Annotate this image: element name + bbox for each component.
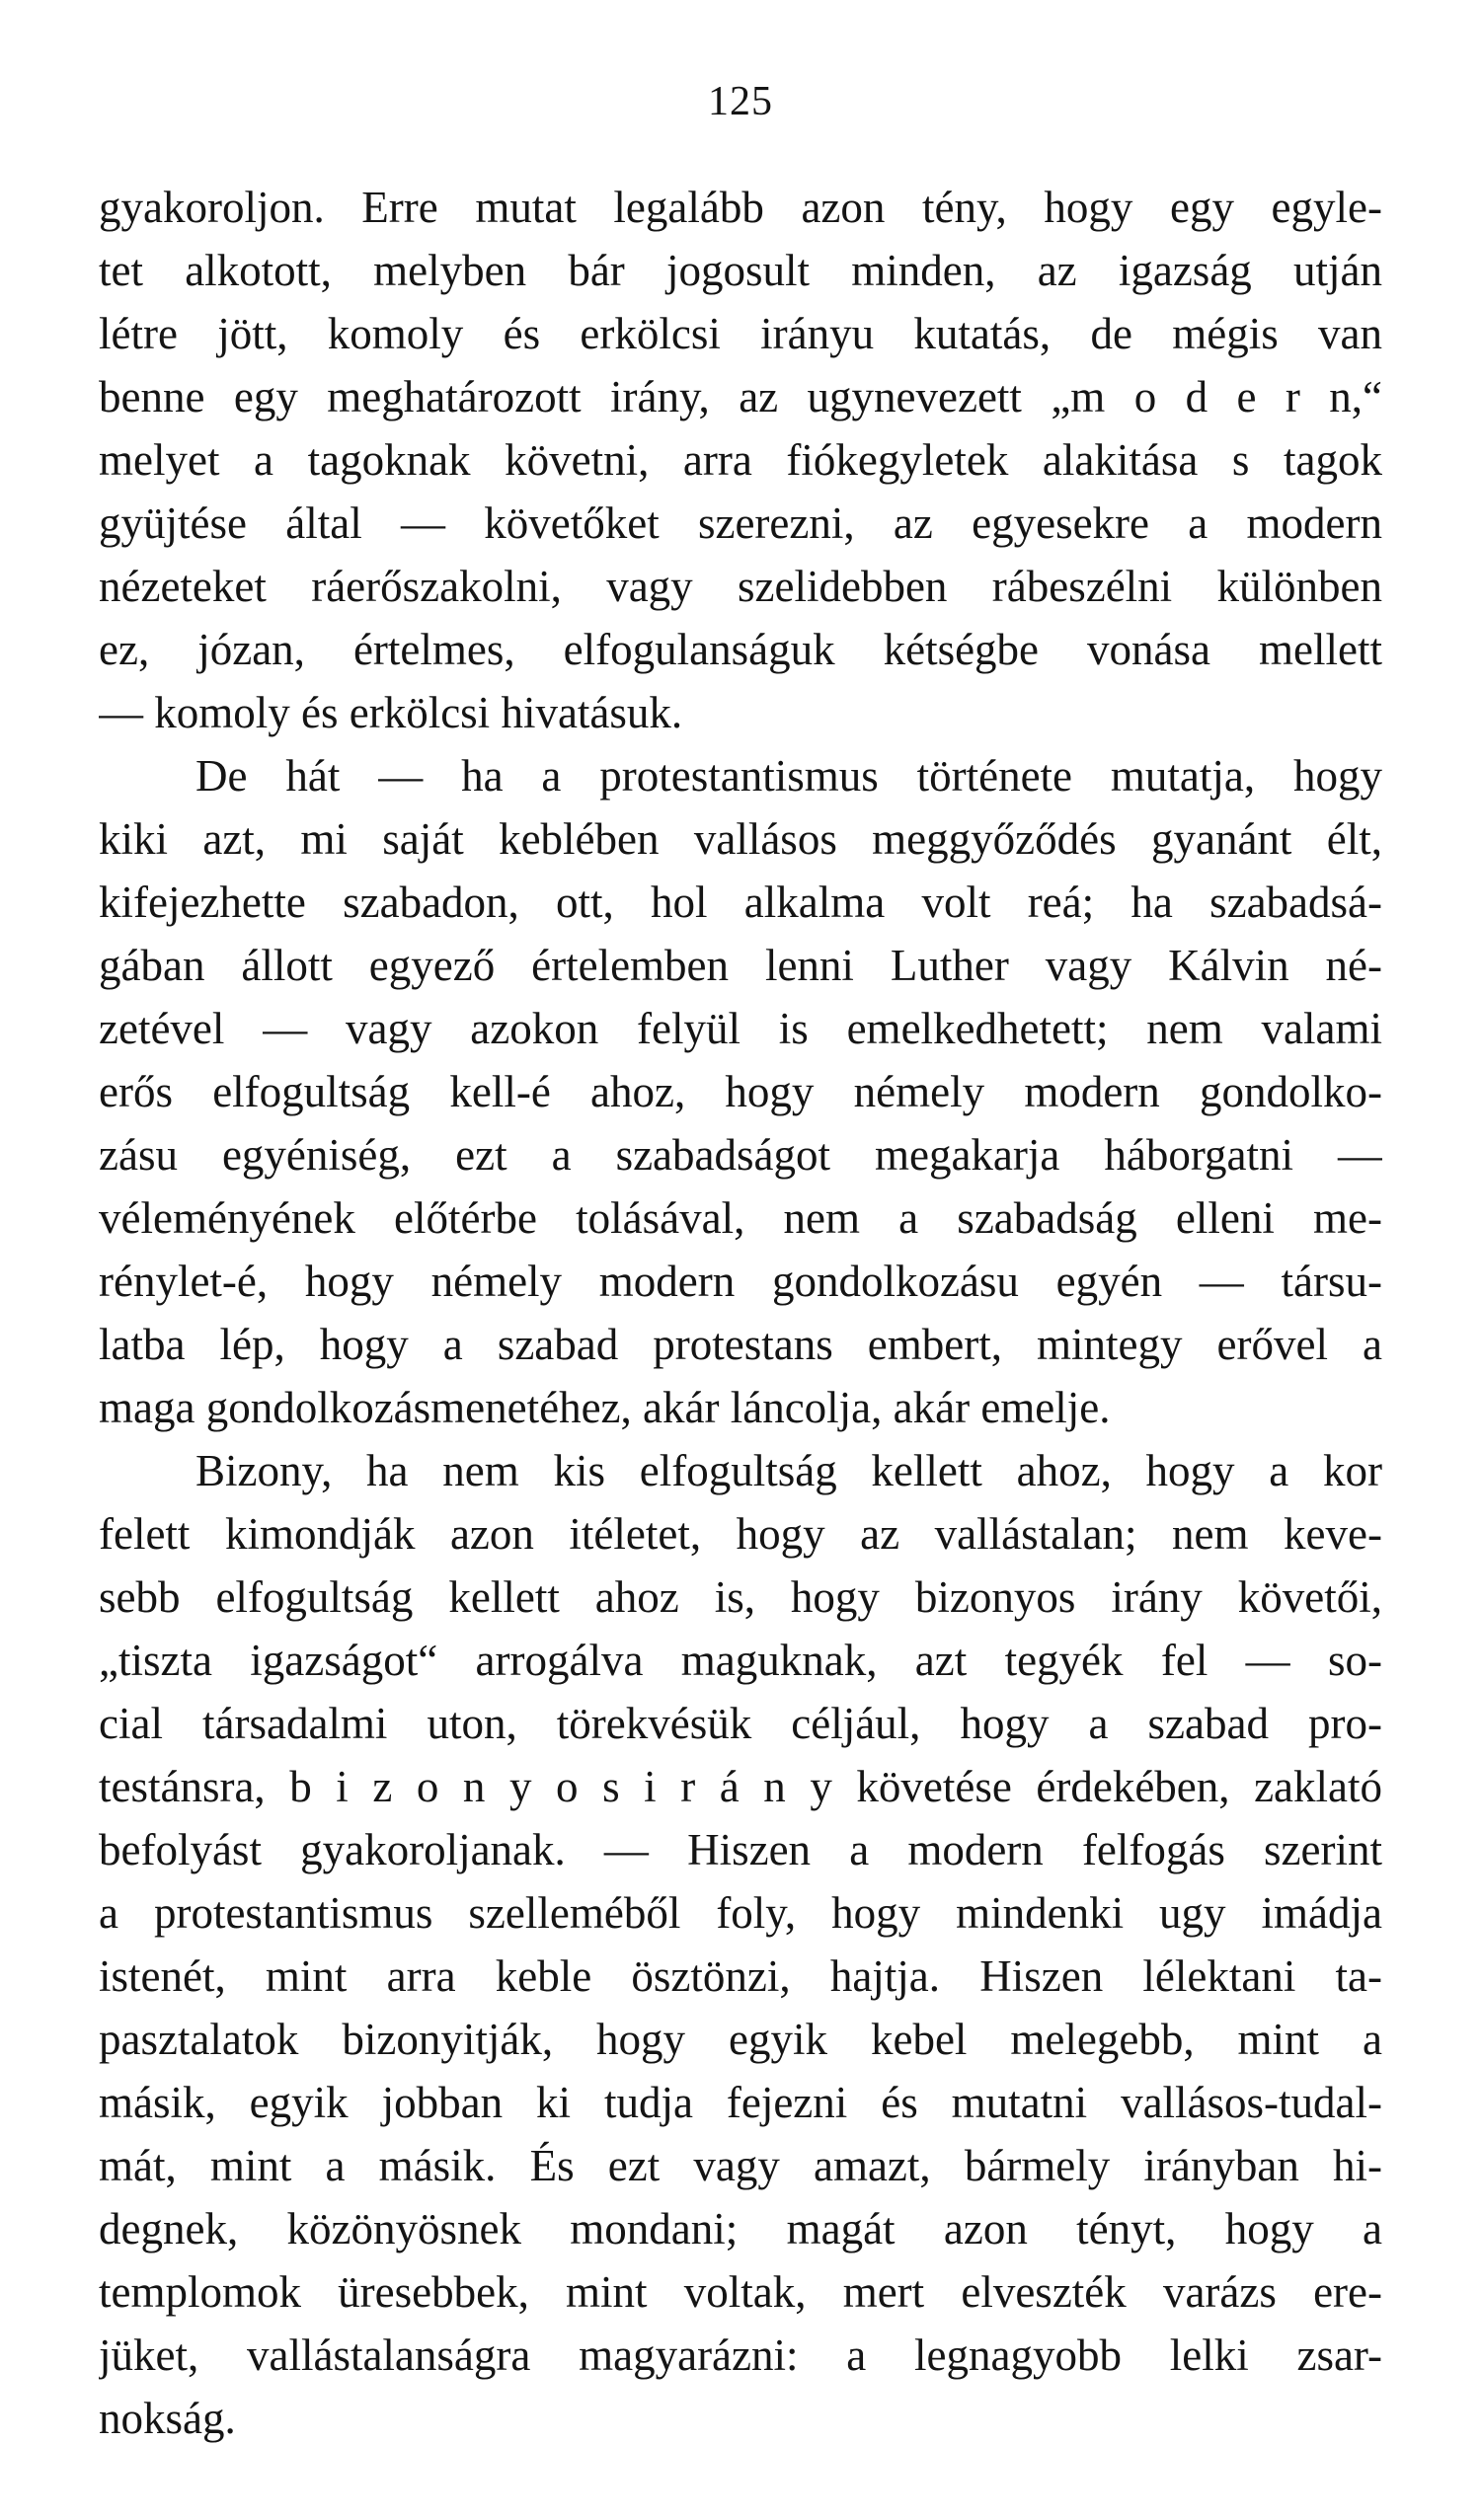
text-line: Bizony, ha nem kis elfogultság kellett ahoz, hogy a kor: [195, 1446, 1382, 1495]
text-line: — komoly és erkölcsi hivatásuk.: [99, 688, 683, 737]
text-line: istenét, mint arra keble ösztönzi, hajtja. Hiszen lélektani ta-: [99, 1951, 1382, 2001]
text-line: létre jött, komoly és erkölcsi irányu kutatás, de mégis van: [99, 309, 1382, 358]
text-line: melyet a tagoknak követni, arra fiókegyletek alakitása s tagok: [99, 435, 1382, 485]
text-line: gyüjtése által — követőket szerezni, az egyesekre a modern: [99, 498, 1382, 548]
text-line: véleményének előtérbe tolásával, nem a szabadság elleni me-: [99, 1193, 1382, 1243]
text-line: gyakoroljon. Erre mutat legalább azon tény, hogy egy egyle-: [99, 183, 1382, 232]
text-line: cial társadalmi uton, törekvésük céljául, hogy a szabad pro-: [99, 1699, 1382, 1748]
text-line: kifejezhette szabadon, ott, hol alkalma volt reá; ha szabadsá-: [99, 878, 1382, 927]
text-line: jüket, vallástalanságra magyarázni: a legnagyobb lelki zsar-: [99, 2330, 1382, 2380]
text-line: kiki azt, mi saját keblében vallásos meggyőződés gyanánt élt,: [99, 814, 1382, 864]
text-line: nokság.: [99, 2394, 236, 2443]
text-line: sebb elfogultság kellett ahoz is, hogy bizonyos irány követői,: [99, 1572, 1382, 1622]
text-line: ez, józan, értelmes, elfogulanságuk kétségbe vonása mellett: [99, 625, 1382, 674]
text-line: rénylet-é, hogy némely modern gondolkozásu egyén — társu-: [99, 1257, 1382, 1306]
text-line: felett kimondják azon itéletet, hogy az vallástalan; nem keve-: [99, 1509, 1382, 1559]
text-line: „tiszta igazságot“ arrogálva maguknak, azt tegyék fel — so-: [99, 1636, 1382, 1685]
text-line: templomok üresebbek, mint voltak, mert elveszték varázs ere-: [99, 2267, 1382, 2317]
text-line: pasztalatok bizonyitják, hogy egyik kebel melegebb, mint a: [99, 2015, 1382, 2064]
text-line: latba lép, hogy a szabad protestans embert, mintegy erővel a: [99, 1320, 1382, 1369]
text-line: mát, mint a másik. És ezt vagy amazt, bármely irányban hi-: [99, 2141, 1382, 2190]
text-line: De hát — ha a protestantismus története mutatja, hogy: [195, 751, 1382, 801]
text-line: zetével — vagy azokon felyül is emelkedhetett; nem valami: [99, 1004, 1382, 1053]
text-line: másik, egyik jobban ki tudja fejezni és mutatni vallásos-tudal-: [99, 2078, 1382, 2127]
text-line: testánsra, b i z o n y o s i r á n y követése érdekében, zaklató: [99, 1762, 1382, 1811]
text-line: gában állott egyező értelemben lenni Luther vagy Kálvin né-: [99, 941, 1382, 990]
text-line: tet alkotott, melyben bár jogosult minden, az igazság utján: [99, 246, 1382, 295]
text-line: benne egy meghatározott irány, az ugynevezett „m o d e r n,“: [99, 372, 1382, 421]
page-number: 125: [708, 79, 773, 124]
text-line: a protestantismus szelleméből foly, hogy mindenki ugy imádja: [99, 1888, 1382, 1938]
text-line: zásu egyéniség, ezt a szabadságot megakarja háborgatni —: [99, 1130, 1382, 1180]
text-line: nézeteket ráerőszakolni, vagy szelidebben rábeszélni különben: [99, 562, 1382, 611]
text-line: erős elfogultság kell-é ahoz, hogy némely modern gondolko-: [99, 1067, 1382, 1116]
text-line: degnek, közönyösnek mondani; magát azon tényt, hogy a: [99, 2204, 1382, 2253]
text-line: befolyást gyakoroljanak. — Hiszen a modern felfogás szerint: [99, 1825, 1382, 1874]
text-block: [99, 176, 1382, 2450]
text-line: maga gondolkozásmenetéhez, akár láncolja, akár emelje.: [99, 1383, 1111, 1432]
